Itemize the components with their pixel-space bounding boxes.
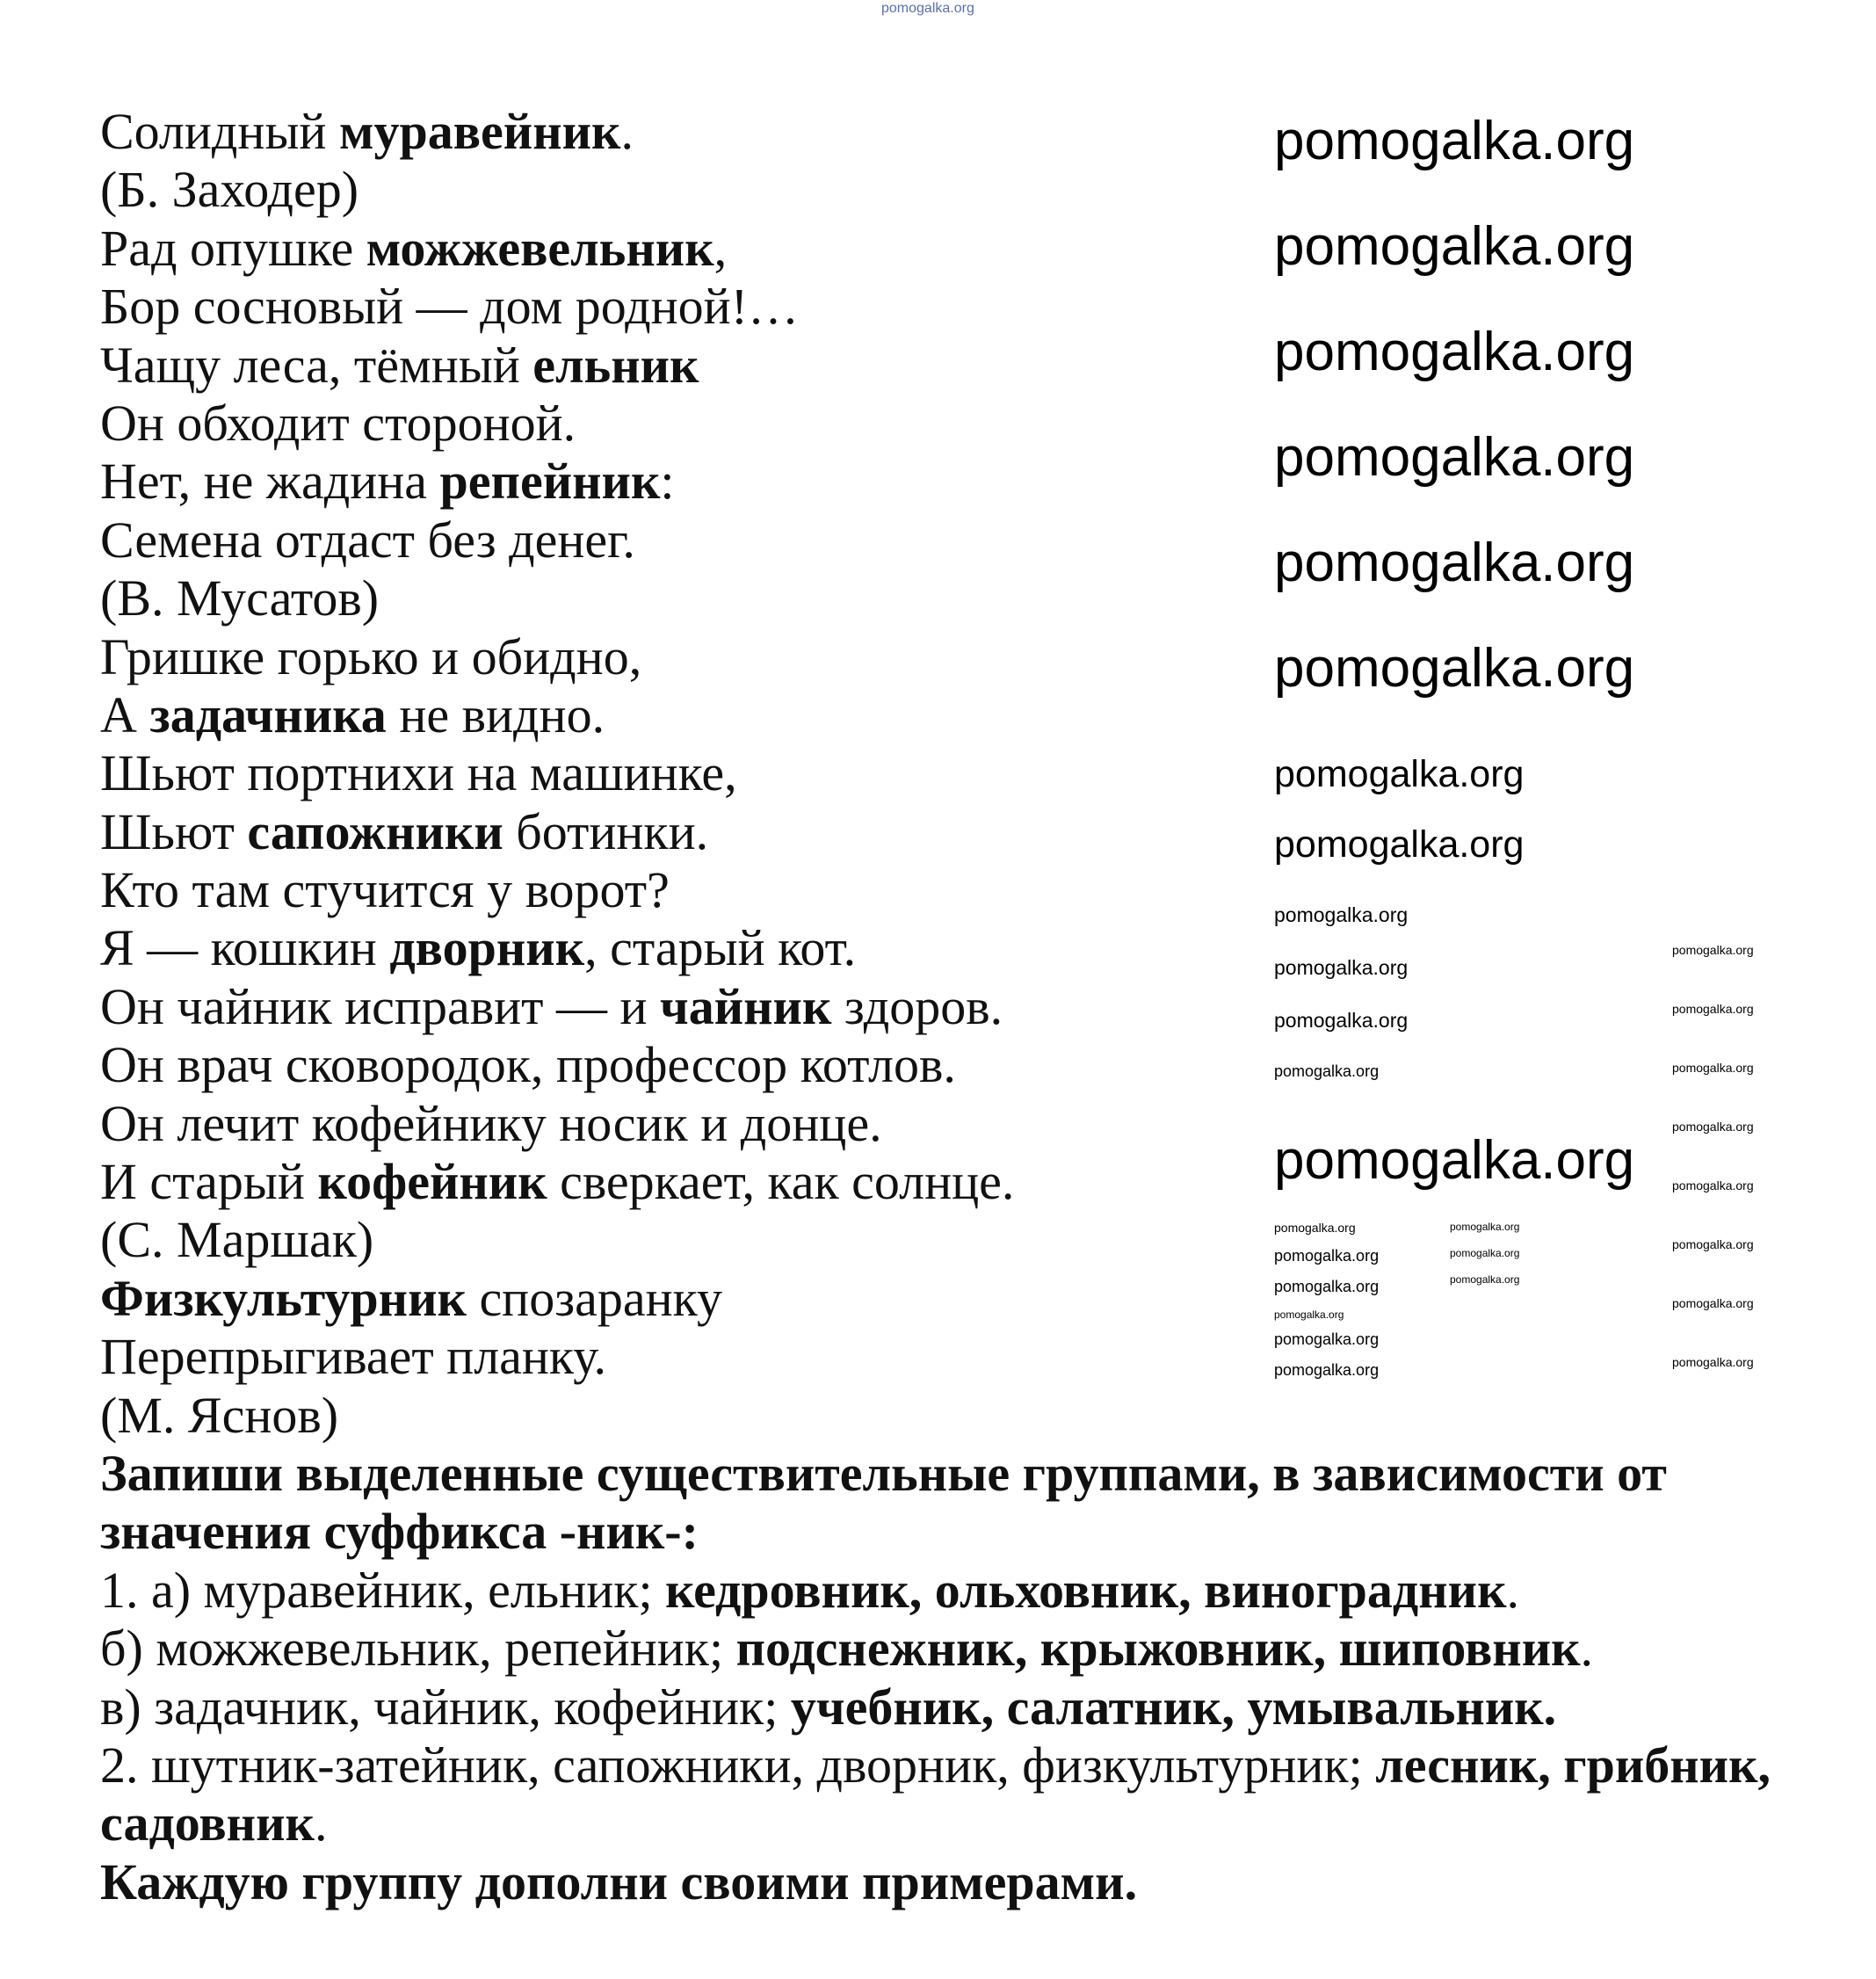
watermark: pomogalka.org xyxy=(1274,111,1635,171)
text-line xyxy=(100,978,1771,1036)
text-segment: здоров. xyxy=(831,977,1003,1035)
text-segment: сверкает, как солнце. xyxy=(547,1153,1015,1211)
text-segment: Нет, не жадина xyxy=(100,453,440,511)
bold-text: садовник xyxy=(100,1794,315,1852)
bold-text: Физкультурник xyxy=(100,1269,467,1327)
text-segment: Гришке горько и обидно, xyxy=(100,627,642,685)
bold-text: Каждую группу дополни своими примерами. xyxy=(100,1852,1138,1910)
watermark: pomogalka.org xyxy=(1274,427,1635,488)
bold-text: задачника xyxy=(149,685,387,743)
watermark: pomogalka.org xyxy=(1274,322,1635,382)
bold-text: муравейник xyxy=(338,103,621,160)
text-segment: Я — кошкин xyxy=(100,919,390,977)
text-line xyxy=(100,1853,1771,1911)
text-segment: Он врач сковородок, профессор котлов. xyxy=(100,1036,956,1094)
text-line xyxy=(100,1270,1771,1328)
bold-text: ельник xyxy=(532,336,699,394)
text-segment: Перепрыгивает планку. xyxy=(100,1328,606,1386)
watermark: pomogalka.org xyxy=(1450,1221,1520,1233)
text-segment: И старый xyxy=(100,1153,318,1211)
text-line xyxy=(100,1328,1771,1386)
watermark: pomogalka.org xyxy=(1274,1062,1380,1080)
watermark: pomogalka.org xyxy=(1672,1002,1754,1016)
text-segment: Бор сосновый — дом родной!… xyxy=(100,278,800,336)
text-segment: не видно. xyxy=(386,685,605,743)
text-segment: А xyxy=(100,685,150,743)
text-segment: (Б. Заходер) xyxy=(100,161,359,219)
text-segment: Он лечит кофейнику носик и донце. xyxy=(100,1094,882,1152)
text-line xyxy=(100,1387,1771,1445)
text-segment: Шьют портнихи на машинке, xyxy=(100,744,737,802)
text-segment: Кто там стучится у ворот? xyxy=(100,861,670,919)
text-segment: Он чайник исправит — и xyxy=(100,977,661,1035)
text-segment: Он обходит стороной. xyxy=(100,394,576,452)
watermark: pomogalka.org xyxy=(1274,1361,1380,1379)
bold-text: кедровник, ольховник, виноградник xyxy=(665,1561,1507,1619)
text-segment: (М. Яснов) xyxy=(100,1386,339,1444)
watermark: pomogalka.org xyxy=(1672,1237,1754,1251)
bold-text: лесник, грибник, xyxy=(1375,1736,1771,1794)
watermark: pomogalka.org xyxy=(1672,943,1754,957)
watermark: pomogalka.org xyxy=(1274,956,1409,979)
bold-text: чайник xyxy=(660,977,832,1035)
watermark: pomogalka.org xyxy=(1672,1296,1754,1310)
text-segment: Семена отдаст без денег. xyxy=(100,511,635,569)
bold-text: сапожники xyxy=(247,802,503,860)
watermark: pomogalka.org xyxy=(1274,823,1525,866)
text-segment: Чащу леса, тёмный xyxy=(100,336,533,394)
text-segment: 1. а) муравейник, ельник; xyxy=(100,1561,666,1619)
text-line xyxy=(100,1562,1771,1620)
text-segment: спозаранку xyxy=(466,1269,723,1327)
watermark: pomogalka.org xyxy=(1274,753,1525,795)
text-segment: : xyxy=(660,453,675,511)
watermark: pomogalka.org xyxy=(1274,1221,1356,1235)
text-segment: в) задачник, чайник, кофейник; xyxy=(100,1678,791,1736)
text-line xyxy=(100,1736,1771,1794)
text-segment: (В. Мусатов) xyxy=(100,569,380,627)
text-line xyxy=(100,1503,1771,1561)
text-segment: , xyxy=(713,219,728,277)
watermark: pomogalka.org xyxy=(1450,1273,1520,1286)
text-line xyxy=(100,1794,1771,1852)
text-segment: Шьют xyxy=(100,802,248,860)
watermark: pomogalka.org xyxy=(1672,1061,1754,1075)
watermark: pomogalka.org xyxy=(1672,1178,1754,1192)
watermark: pomogalka.org xyxy=(1274,1009,1409,1032)
text-line xyxy=(100,1678,1771,1736)
watermark: pomogalka.org xyxy=(1450,1247,1520,1259)
text-segment: . xyxy=(620,103,634,160)
watermark: pomogalka.org xyxy=(1672,1355,1754,1369)
text-segment: (С. Маршак) xyxy=(100,1211,374,1269)
bold-text: учебник, салатник, умывальник. xyxy=(790,1678,1557,1736)
watermark: pomogalka.org xyxy=(1274,903,1409,926)
text-segment: . xyxy=(1580,1620,1594,1678)
text-line xyxy=(100,861,1771,919)
text-segment: . xyxy=(1506,1561,1520,1619)
text-line xyxy=(100,1445,1771,1503)
bold-text: подснежник, крыжовник, шиповник xyxy=(735,1620,1581,1678)
watermark: pomogalka.org xyxy=(1672,1120,1754,1134)
text-segment: , старый кот. xyxy=(584,919,857,977)
watermark: pomogalka.org xyxy=(1274,1308,1344,1321)
watermark: pomogalka.org xyxy=(1274,1278,1380,1295)
text-line xyxy=(100,1211,1771,1269)
watermark: pomogalka.org xyxy=(881,1,974,16)
watermark: pomogalka.org xyxy=(1274,1247,1380,1265)
text-segment: 2. шутник-затейник, сапожники, дворник, физкультурник; xyxy=(100,1736,1376,1794)
watermark: pomogalka.org xyxy=(1274,638,1635,699)
text-segment: Солидный xyxy=(100,103,339,160)
text-line xyxy=(100,1036,1771,1094)
bold-text: кофейник xyxy=(317,1153,547,1211)
text-line xyxy=(100,1620,1771,1678)
bold-text: можжевельник xyxy=(366,219,714,277)
bold-text: репейник xyxy=(439,453,661,511)
bold-text: Запиши выделенные существительные группами, в зависимости от xyxy=(100,1444,1667,1502)
text-segment: ботинки. xyxy=(503,802,709,860)
text-segment: Рад опушке xyxy=(100,219,366,277)
text-line xyxy=(100,919,1771,977)
text-segment: . xyxy=(314,1794,328,1852)
bold-text: значения суффикса -ник-: xyxy=(100,1503,699,1561)
text-segment: б) можжевельник, репейник; xyxy=(100,1620,736,1678)
watermark: pomogalka.org xyxy=(1274,216,1635,277)
bold-text: дворник xyxy=(389,919,585,977)
watermark: pomogalka.org xyxy=(1274,1330,1380,1348)
watermark: pomogalka.org xyxy=(1274,533,1635,593)
watermark: pomogalka.org xyxy=(1274,1130,1635,1191)
